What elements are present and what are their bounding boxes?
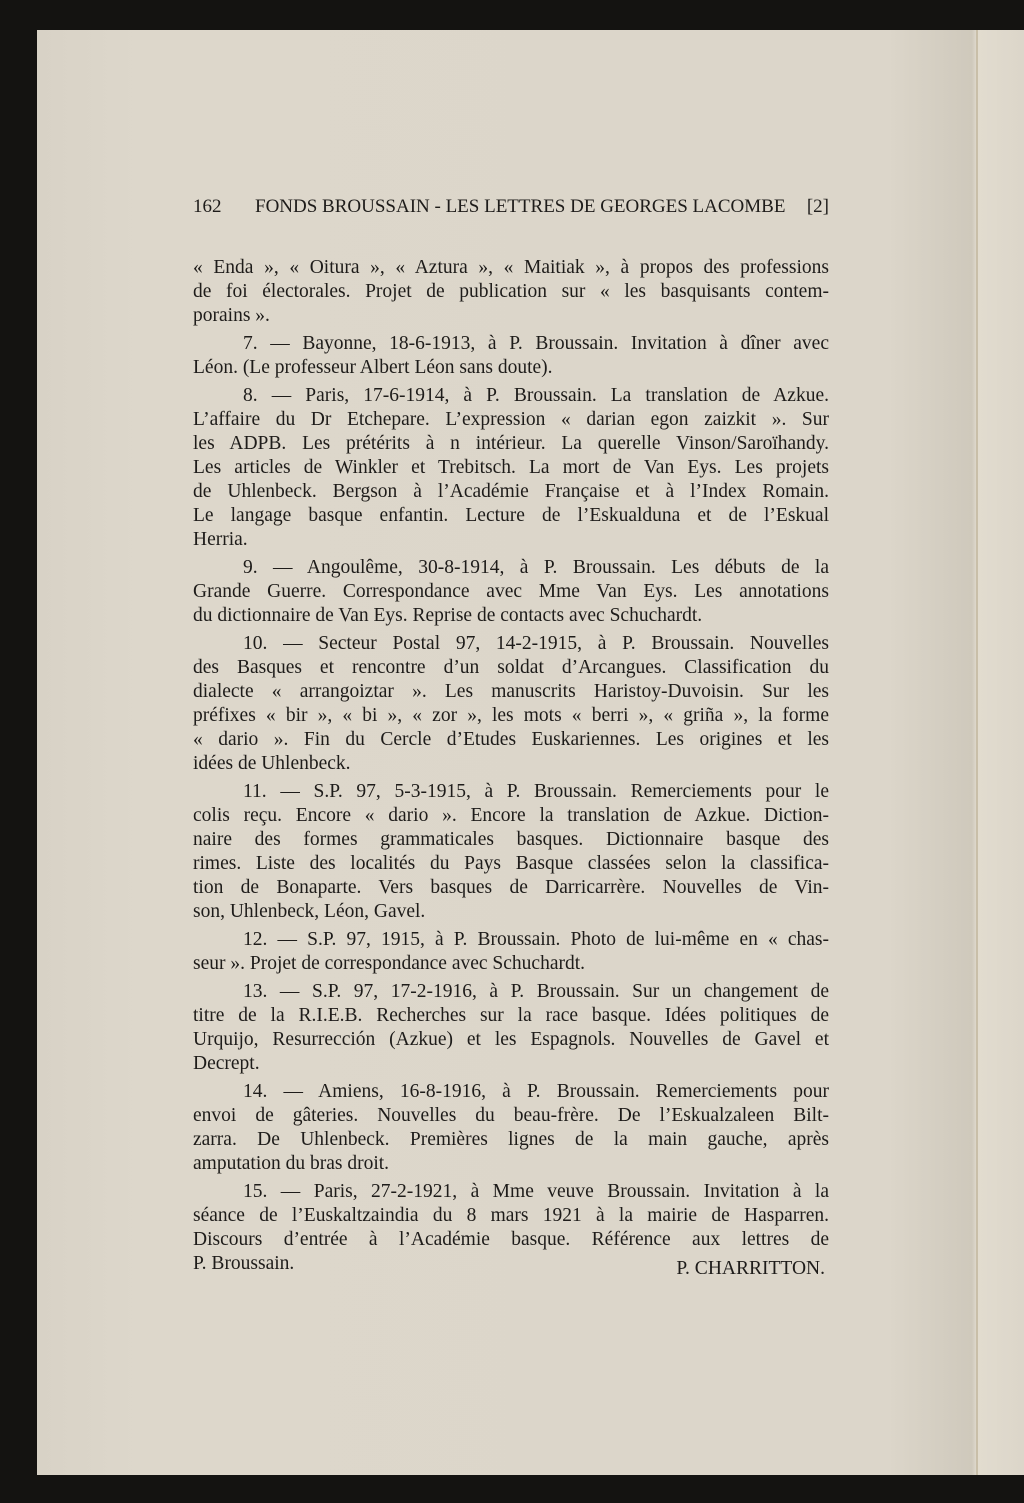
text-line: « Enda », « Oitura », « Aztura », « Maitiak », à propos des professions	[193, 257, 829, 278]
text-line: séance de l’Euskaltzaindia du 8 mars 1921 à la mairie de Hasparren.	[193, 1205, 829, 1226]
text-line: zarra. De Uhlenbeck. Premières lignes de la main gauche, après	[193, 1129, 829, 1150]
text-line: 14. — Amiens, 16-8-1916, à P. Broussain. Remerciements pour	[243, 1081, 829, 1102]
paragraph	[193, 384, 829, 552]
text-line: 11. — S.P. 97, 5-3-1915, à P. Broussain. Remerciements pour le	[243, 781, 829, 802]
text-line: 10. — Secteur Postal 97, 14-2-1915, à P. Broussain. Nouvelles	[243, 633, 829, 654]
text-line: dialecte « arrangoiztar ». Les manuscrits Haristoy-Duvoisin. Sur les	[193, 681, 829, 702]
text-line: de foi électorales. Projet de publication sur « les basquisants contem-	[193, 281, 829, 302]
paragraph	[193, 632, 829, 776]
paragraph	[193, 928, 829, 976]
body-text	[193, 256, 829, 1280]
text-line: 8. — Paris, 17-6-1914, à P. Broussain. La translation de Azkue.	[243, 385, 829, 406]
text-line: porains ».	[193, 305, 270, 326]
text-line: tion de Bonaparte. Vers basques de Darricarrère. Nouvelles de Vin-	[193, 877, 829, 898]
text-line: de Uhlenbeck. Bergson à l’Académie Française et à l’Index Romain.	[193, 481, 829, 502]
text-line: du dictionnaire de Van Eys. Reprise de contacts avec Schuchardt.	[193, 605, 703, 626]
text-line: 12. — S.P. 97, 1915, à P. Broussain. Photo de lui-même en « chas-	[243, 929, 829, 950]
text-line: seur ». Projet de correspondance avec Schuchardt.	[193, 953, 586, 974]
paragraph	[193, 980, 829, 1076]
text-line: les ADPB. Les prétérits à n intérieur. La querelle Vinson/Saroïhandy.	[193, 433, 829, 454]
text-line: idées de Uhlenbeck.	[193, 753, 351, 774]
text-line: Les articles de Winkler et Trebitsch. La mort de Van Eys. Les projets	[193, 457, 829, 478]
text-line: 7. — Bayonne, 18-6-1913, à P. Broussain. Invitation à dîner avec	[243, 333, 829, 354]
part-number: [2]	[806, 196, 829, 217]
paragraph	[193, 332, 829, 380]
paragraph	[193, 780, 829, 924]
text-line: naire des formes grammaticales basques. Dictionnaire basque des	[193, 829, 829, 850]
text-line: « dario ». Fin du Cercle d’Etudes Euskariennes. Les origines et les	[193, 729, 829, 750]
text-line: 15. — Paris, 27-2-1921, à Mme veuve Broussain. Invitation à la	[243, 1181, 829, 1202]
text-line: Discours d’entrée à l’Académie basque. Référence aux lettres de	[193, 1229, 829, 1250]
text-line: Le langage basque enfantin. Lecture de l’Eskualduna et de l’Eskual	[193, 505, 829, 526]
text-line: envoi de gâteries. Nouvelles du beau-frère. De l’Eskualzaleen Bilt-	[193, 1105, 829, 1126]
running-title: FONDS BROUSSAIN - LES LETTRES DE GEORGES LACOMBE	[255, 196, 786, 217]
page-number: 162	[193, 196, 222, 217]
text-line: colis reçu. Encore « dario ». Encore la translation de Azkue. Diction-	[193, 805, 829, 826]
text-line: Grande Guerre. Correspondance avec Mme Van Eys. Les annotations	[193, 581, 829, 602]
text-line: amputation du bras droit.	[193, 1153, 390, 1174]
author-signature: P. CHARRITTON.	[676, 1258, 825, 1279]
text-line: Herria.	[193, 529, 248, 550]
text-line: son, Uhlenbeck, Léon, Gavel.	[193, 901, 426, 922]
text-line: Léon. (Le professeur Albert Léon sans doute).	[193, 357, 553, 378]
paragraph	[193, 256, 829, 328]
text-line: Urquijo, Resurrección (Azkue) et les Espagnols. Nouvelles de Gavel et	[193, 1029, 829, 1050]
book-gutter	[976, 30, 978, 1475]
text-line: préfixes « bir », « bi », « zor », les mots « berri », « griña », la forme	[193, 705, 829, 726]
text-line: des Basques et rencontre d’un soldat d’Arcangues. Classification du	[193, 657, 829, 678]
paragraph	[193, 1080, 829, 1176]
text-line: P. Broussain.	[193, 1253, 295, 1274]
text-line: rimes. Liste des localités du Pays Basque classées selon la classifica-	[193, 853, 829, 874]
paragraph	[193, 556, 829, 628]
text-line: 9. — Angoulême, 30-8-1914, à P. Broussain. Les débuts de la	[243, 557, 829, 578]
text-line: 13. — S.P. 97, 17-2-1916, à P. Broussain. Sur un changement de	[243, 981, 829, 1002]
text-line: L’affaire du Dr Etchepare. L’expression « darian egon zaizkit ». Sur	[193, 409, 829, 430]
text-line: Decrept.	[193, 1053, 260, 1074]
running-header	[193, 196, 829, 218]
text-line: titre de la R.I.E.B. Recherches sur la race basque. Idées politiques de	[193, 1005, 829, 1026]
